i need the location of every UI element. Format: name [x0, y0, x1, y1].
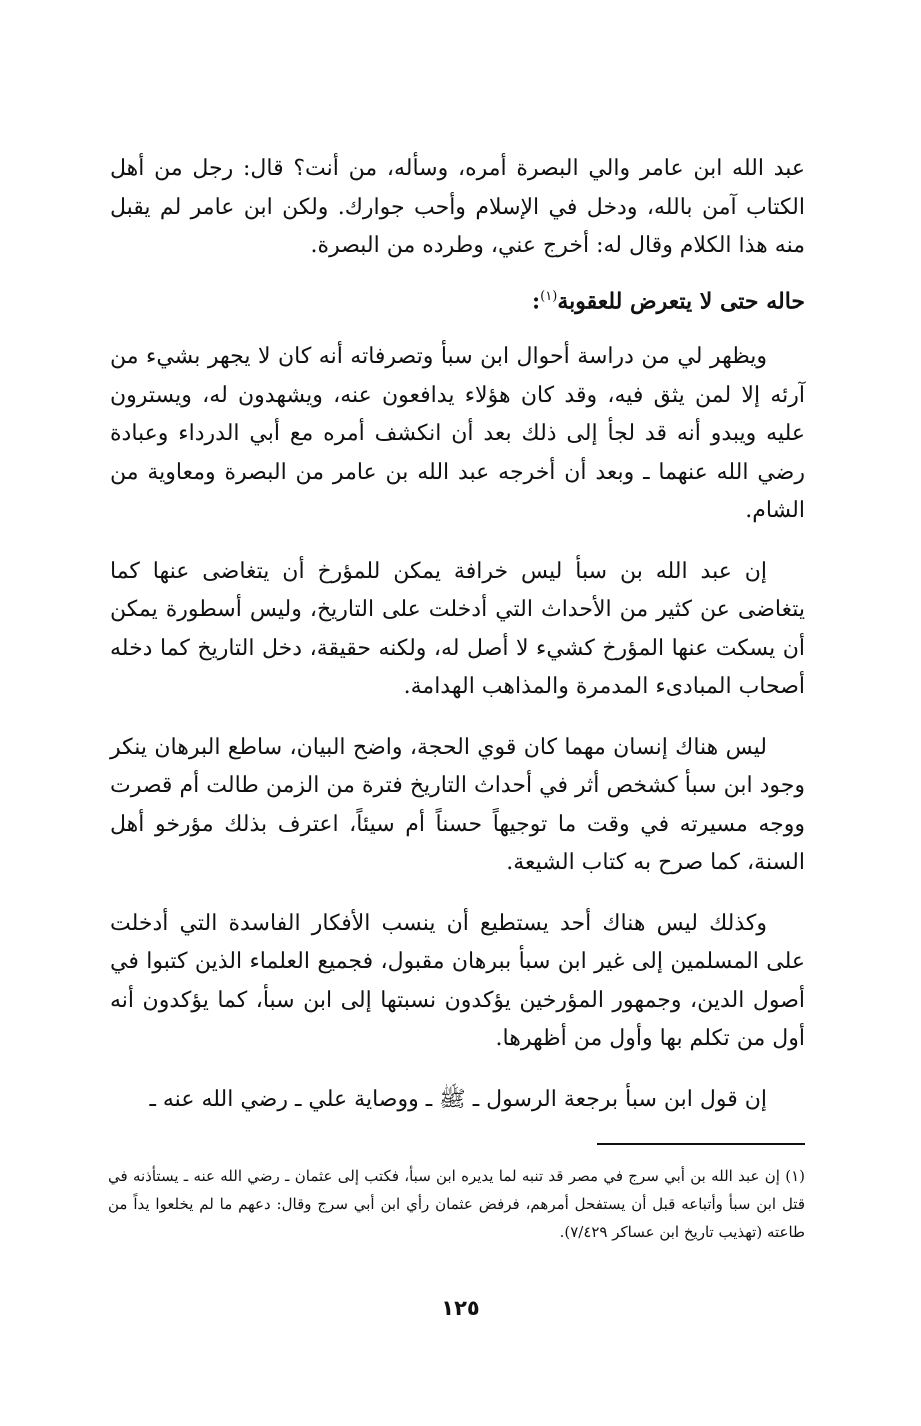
- paragraph-2: ويظهر لي من دراسة أحوال ابن سبأ وتصرفاته أنه كان لا يجهر بشيء من آرئه إلا لمن يثق فيه، وقد كان هؤلاء يدافعون عنه، ويشهدون له، ويسترون عليه ويبدو أنه قد لجأ إلى ذلك بعد أن انكشف أمره مع أبي الدرداء وعبادة رضي الله عنهما ـ وبعد أن أخرجه عبد الله بن عامر من البصرة ومعاوية من الشام.: [110, 344, 805, 524]
- paragraph-6: إن قول ابن سبأ برجعة الرسول ـ ﷺ ـ ووصاية علي ـ رضي الله عنه ـ: [149, 1086, 767, 1112]
- heading-suffix: :: [532, 287, 541, 314]
- section-heading: [110, 278, 805, 321]
- heading-text: حاله حتى لا يتعرض للعقوبة: [557, 287, 805, 314]
- paragraph-4: ليس هناك إنسان مهما كان قوي الحجة، واضح البيان، ساطع البرهان ينكر وجود ابن سبأ كشخص أثر في أحداث التاريخ فترة من الزمن طالت أم قصرت ووجه مسيرته في وقت ما توجيهاً حسناً أم سيئاً، اعترف بذلك مؤرخو أهل السنة، كما صرح به كتاب الشيعة.: [110, 734, 805, 876]
- paragraph-5: وكذلك ليس هناك أحد يستطيع أن ينسب الأفكار الفاسدة التي أدخلت على المسلمين إلى غير ابن سبأ ببرهان مقبول، فجميع العلماء الذين كتبوا في أصول الدين، وجمهور المؤرخين يؤكدون نسبتها إلى ابن سبأ، كما يؤكدون أنه أول من تكلم بها وأول من أظهرها.: [110, 910, 805, 1052]
- footnote: (١) إن عبد الله بن أبي سرج في مصر قد تنبه لما يديره ابن سبأ، فكتب إلى عثمان ـ رضي الله عنه ـ يستأذنه في قتل ابن سبأ وأتباعه قبل أن يستفحل أمرهم، فرفض عثمان رأي ابن أبي سرج وقال: دعهم ما لم يخلعوا يداً من طاعته (تهذيب تاريخ ابن عساكر ٧/٤٢٩).: [108, 1167, 805, 1241]
- main-text: [110, 150, 805, 1119]
- paragraph-1: عبد الله ابن عامر والي البصرة أمره، وسأله، من أنت؟ قال: رجل من أهل الكتاب آمن بالله، ودخل في الإسلام وأحب جوارك. ولكن ابن عامر لم يقبل منه هذا الكلام وقال له: أخرج عني، وطرده من البصرة.: [110, 156, 805, 258]
- footnote-ref: (١): [540, 288, 558, 304]
- page-number: ١٢٥: [441, 1296, 480, 1320]
- footnote-divider: [597, 1143, 805, 1145]
- paragraph-3: إن عبد الله بن سبأ ليس خرافة يمكن للمؤرخ أن يتغاضى عنها كما يتغاضى عن كثير من الأحداث التي أدخلت على التاريخ، وليس أسطورة يمكن أن يسكت عنها المؤرخ كشيء لا أصل له، ولكنه حقيقة، دخل التاريخ كما دخله أصحاب المبادىء المدمرة والمذاهب الهدامة.: [110, 558, 805, 700]
